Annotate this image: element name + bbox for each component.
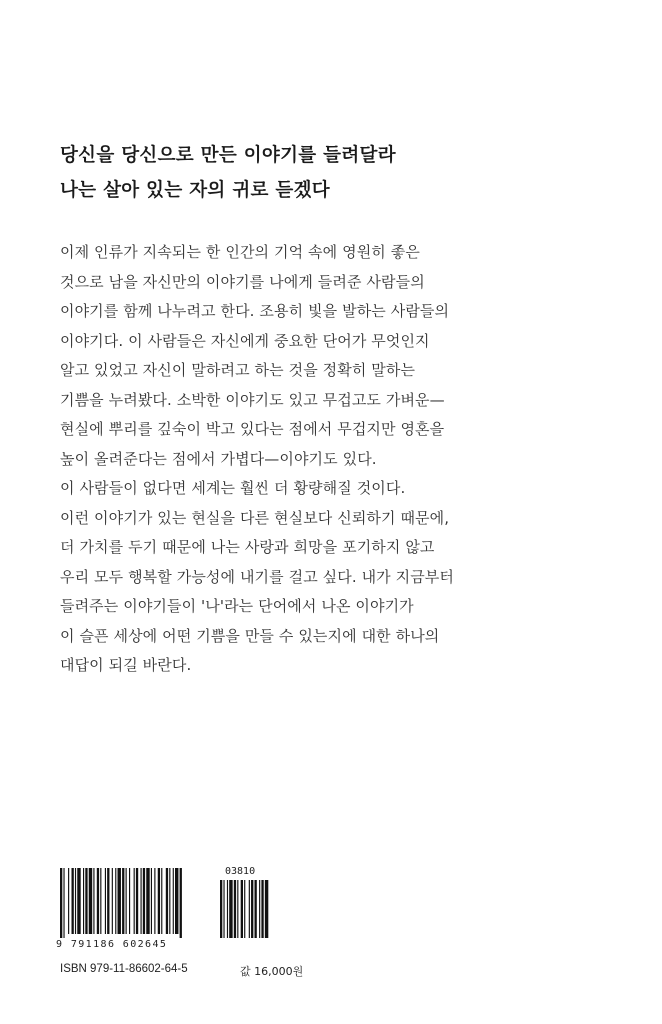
headline-line-2: 나는 살아 있는 자의 귀로 듣겠다 [60, 180, 330, 201]
body-line: 더 가치를 두기 때문에 나는 사랑과 희망을 포기하지 않고 [60, 538, 435, 556]
isbn-barcode-bars [60, 868, 300, 940]
price: 값 16,000원 [240, 965, 304, 978]
body-line: 들려주는 이야기들이 '나'라는 단어에서 나온 이야기가 [60, 597, 414, 615]
headline [60, 138, 620, 208]
body-line: 이 사람들이 없다면 세계는 훨씬 더 황량해질 것이다. [60, 479, 406, 497]
body-line: 우리 모두 행복할 가능성에 내기를 걸고 싶다. 내가 지금부터 [60, 567, 454, 586]
body-line: 기쁨을 누려봤다. 소박한 이야기도 있고 무겁고도 가벼운— [60, 390, 445, 409]
body-line: 이런 이야기가 있는 현실을 다른 현실보다 신뢰하기 때문에, [60, 508, 450, 527]
body-line: 대답이 되길 바란다. [60, 656, 192, 674]
body-line: 높이 올려준다는 점에서 가볍다—이야기도 있다. [60, 449, 377, 468]
isbn-number: ISBN 979-11-86602-64-5 [60, 963, 188, 975]
barcode-digits: 9 791186 602645 [56, 939, 168, 950]
body-paragraph [60, 238, 620, 681]
body-line: 이야기다. 이 사람들은 자신에게 중요한 단어가 무엇인지 [60, 331, 430, 350]
isbn-barcode-block [56, 866, 320, 998]
body-line: 것으로 남을 자신만의 이야기를 나에게 들려준 사람들의 [60, 272, 425, 291]
addon-code: 03810 [225, 866, 256, 877]
headline-line-1: 당신을 당신으로 만든 이야기를 들려달라 [60, 145, 396, 166]
body-line: 이제 인류가 지속되는 한 인간의 기억 속에 영원히 좋은 [60, 243, 420, 261]
body-line: 현실에 뿌리를 깊숙이 박고 있다는 점에서 무겁지만 영혼을 [60, 420, 445, 438]
body-line: 이야기를 함께 나누려고 한다. 조용히 빛을 발하는 사람들의 [60, 302, 450, 320]
body-line: 알고 있었고 자신이 말하려고 하는 것을 정확히 말하는 [60, 361, 416, 379]
body-line: 이 슬픈 세상에 어떤 기쁨을 만들 수 있는지에 대한 하나의 [60, 626, 440, 645]
